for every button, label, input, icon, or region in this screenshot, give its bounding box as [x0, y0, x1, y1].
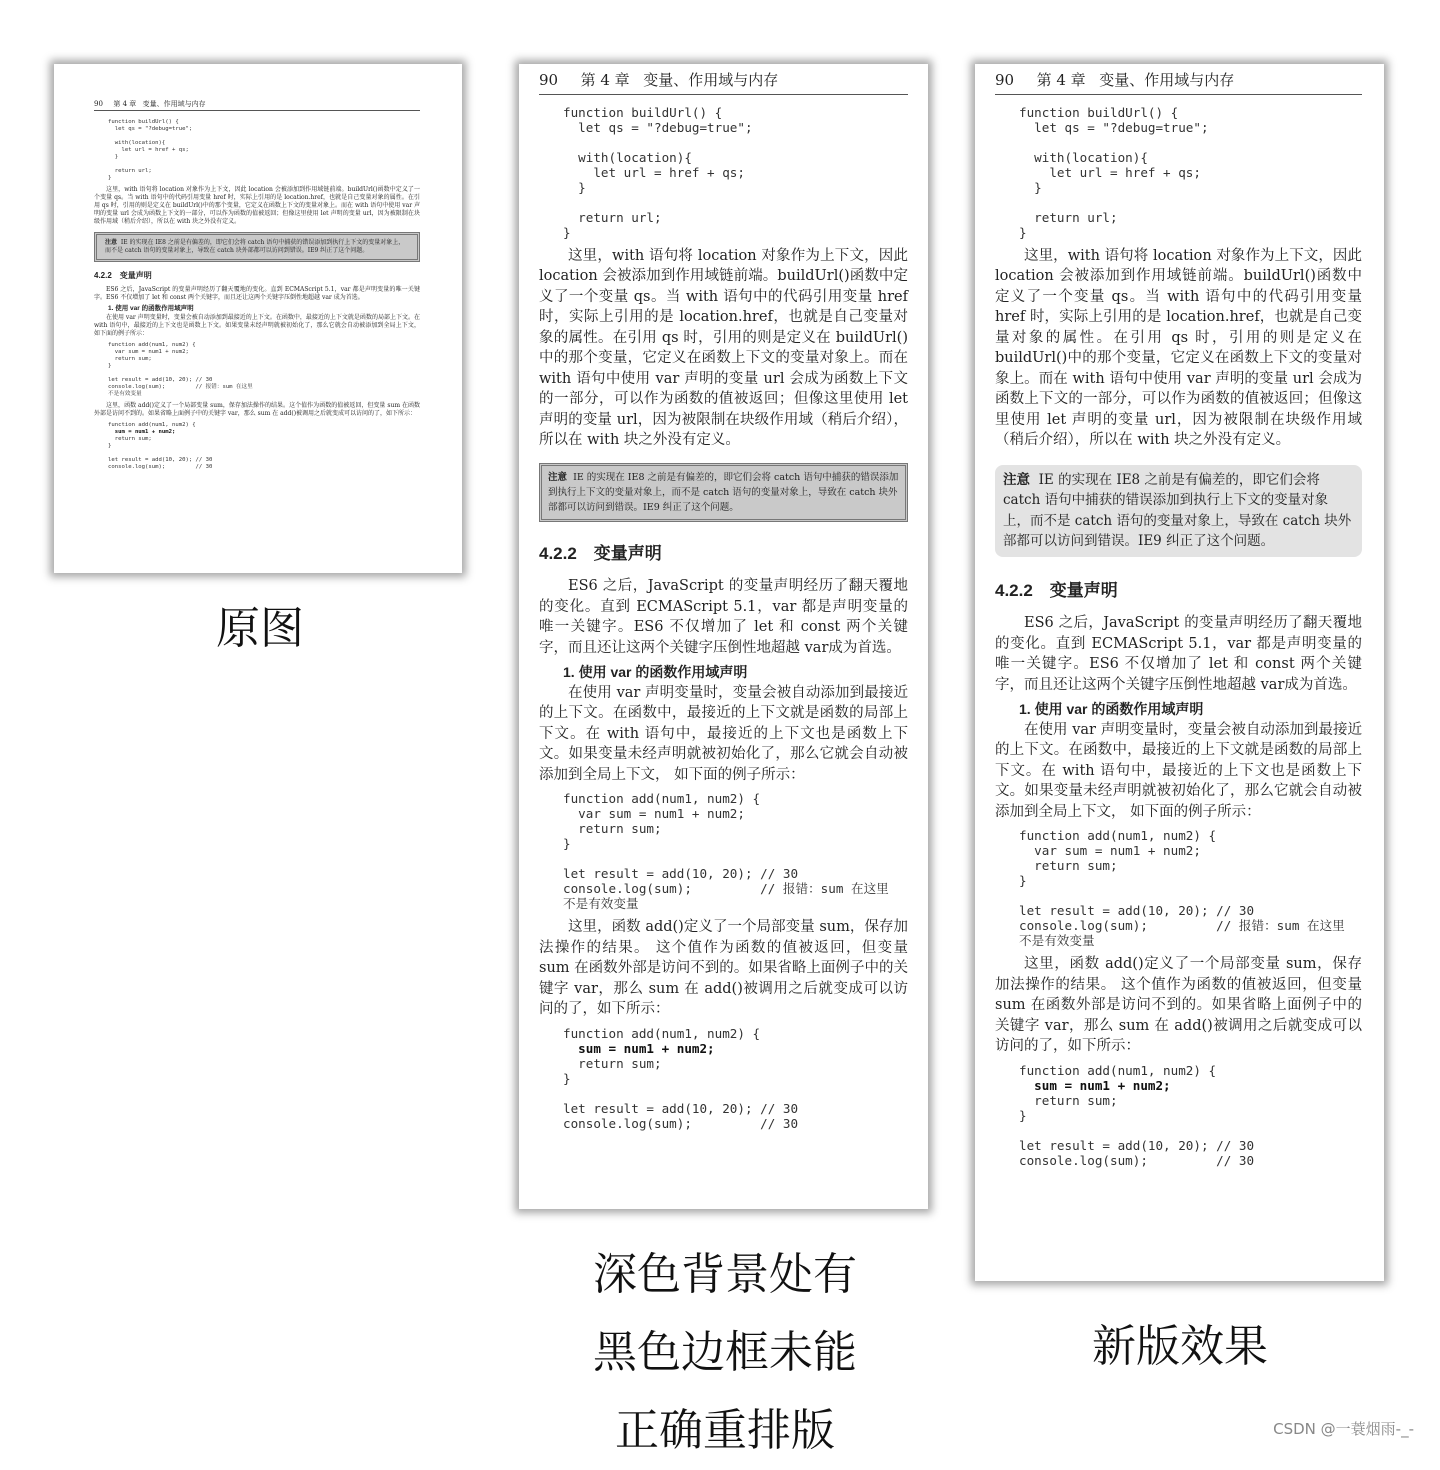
code-line-bold: sum = num1 + num2; [108, 429, 176, 435]
code-line: console.log(sum); // 报错：sum 在这里 [1019, 918, 1345, 933]
chapter-title: 变量、作用域与内存 [142, 100, 206, 108]
code-line: function add(num1, num2) { [108, 422, 196, 428]
code-line: console.log(sum); // 报错：sum 在这里 [563, 881, 889, 896]
paragraph-var-declaration: 在使用 var 声明变量时，变量会被自动添加到最接近的上下文。在函数中，最接近的上下文就是函数的局部上下文。在 with 语句中，最接近的上下文也是函数上下文。如果变量未经声明就被初始化了，那么它就会自动被添加到全局上下文， 如下面的例子所示： [539, 684, 908, 783]
code-line: return sum; } let result = add(10, 20); // 30 console.log(sum); // 30 [1019, 1092, 1255, 1168]
code-line: 不是有效变量 [108, 391, 142, 397]
code-line: function add(num1, num2) { var sum = num1 + num2; return sum; } let result = add(10, 20); // 30 [563, 791, 799, 881]
paragraph-es6-intro: ES6 之后，JavaScript 的变量声明经历了翻天覆地的变化。直到 ECMAScript 5.1，var 都是声明变量的唯一关键字。ES6 不仅增加了 let 和 const 两个关键字，而且还让这两个关键字压倒性地超越 var成为首选。 [539, 578, 908, 656]
code-line: return sum; } let result = add(10, 20); // 30 console.log(sum); // 30 [108, 436, 213, 470]
note-box [94, 232, 420, 262]
page-header [94, 100, 420, 111]
code-block-buildurl: function buildUrl() { let qs = "?debug=true"; with(location){ let url = href + qs; } return url; } [108, 119, 193, 181]
code-block-add-global [539, 1026, 908, 1131]
code-line: function add(num1, num2) { var sum = num1 + num2; return sum; } let result = add(10, 20); // 30 [108, 342, 213, 383]
note-label: 注意 [548, 471, 568, 483]
code-line: console.log(sum); // 报错：sum 在这里 [108, 384, 253, 390]
code-block-add-global [995, 1063, 1362, 1168]
paragraph-add-explanation: 这里，函数 add()定义了一个局部变量 sum，保存加法操作的结果。 这个值作为函数的值被返回，但变量 sum 在函数外部是访问不到的。如果省略上面例子中的关键字 var，那么 sum 在 add()被调用之后就变成可以访问的了，如下所示： [539, 919, 908, 1017]
note-box [995, 465, 1362, 557]
subsection-heading: 1. 使用 var 的函数作用域声明 [563, 664, 748, 680]
code-block-add-var [995, 828, 1362, 948]
note-label: 注意 [105, 239, 118, 246]
code-line: function add(num1, num2) { [563, 1025, 761, 1041]
chapter-label: 第 4 章 [113, 100, 137, 108]
section-heading: 4.2.2 变量声明 [539, 543, 662, 563]
original-page-thumbnail [54, 64, 462, 573]
code-block-add-var [539, 791, 908, 911]
caption-dark-background [560, 1236, 890, 1470]
dark-background-page [519, 64, 928, 1209]
code-line: return sum; } let result = add(10, 20); // 30 console.log(sum); // 30 [563, 1055, 799, 1131]
section-heading: 4.2.2 变量声明 [995, 580, 1118, 600]
paragraph-es6-intro: ES6 之后，JavaScript 的变量声明经历了翻天覆地的变化。直到 ECMAScript 5.1，var 都是声明变量的唯一关键字。ES6 不仅增加了 let 和 const 两个关键字，而且还让这两个关键字压倒性地超越 var成为首选。 [995, 615, 1362, 693]
page-number: 90 [94, 100, 103, 108]
paragraph-var-declaration: 在使用 var 声明变量时，变量会被自动添加到最接近的上下文。在函数中，最接近的上下文就是函数的局部上下文。在 with 语句中，最接近的上下文也是函数上下文。如果变量未经声明就被初始化了，那么它就会自动被添加到全局上下文， 如下面的例子所示： [995, 721, 1362, 820]
note-box [539, 463, 908, 522]
code-line: 不是有效变量 [563, 896, 639, 911]
paragraph-var-declaration: 在使用 var 声明变量时，变量会被自动添加到最接近的上下文。在函数中，最接近的上下文就是函数的局部上下文。在 with 语句中，最接近的上下文也是函数上下文。如果变量未经声明就被初始化了，那么它就会自动被添加到全局上下文，如下面的例子所示： [94, 314, 420, 337]
paragraph-add-explanation: 这里，函数 add()定义了一个局部变量 sum，保存加法操作的结果。这个值作为函数的值被返回，但变量 sum 在函数外部是访问不到的。如果省略上面例子中的关键字 var，那么 sum 在 add()被调用之后就变成可以访问的了，如下所示： [94, 402, 420, 417]
code-line: 不是有效变量 [1019, 933, 1095, 948]
note-label: 注意 [1003, 471, 1030, 488]
code-block-buildurl: function buildUrl() { let qs = "?debug=true"; with(location){ let url = href + qs; } return url; } [1019, 104, 1209, 240]
chapter-label: 第 4 章 [1036, 71, 1086, 89]
code-block-add-global [94, 422, 420, 471]
caption-line: 深色背景处有 [593, 1249, 857, 1300]
paragraph-with-explanation: 这里，with 语句将 location 对象作为上下文，因此 location 会被添加到作用域链前端。buildUrl()函数中定义了一个变量 qs。当 with 语句中的代码引用变量 href 时，实际上引用的是 location.href，也就是自己变量对象的属性。在引用 qs 时，引用的则是定义在 buildUrl()中的那个变量，它定义在函数上下文的变量对象上。而在 with 语句中使用 var 声明的变量 url 会成为函数上下文的一部分，可以作为函数的值被返回；但像这里使用 let 声明的变量 url，因为被限制在块级作用域（稍后介绍），所以在 with 块之外没有定义。 [94, 186, 420, 225]
caption-original: 原图 [216, 603, 304, 654]
paragraph-add-explanation: 这里，函数 add()定义了一个局部变量 sum，保存加法操作的结果。 这个值作为函数的值被返回，但变量 sum 在函数外部是访问不到的。如果省略上面例子中的关键字 var，那么 sum 在 add()被调用之后就变成可以访问的了，如下所示： [995, 956, 1362, 1054]
code-line-bold: sum = num1 + num2; [563, 1040, 715, 1056]
code-block-add-var [94, 342, 420, 398]
paragraph-with-explanation: 这里，with 语句将 location 对象作为上下文，因此 location 会被添加到作用域链前端。buildUrl()函数中定义了一个变量 qs。当 with 语句中的代码引用变量 href 时，实际上引用的是 location.href，也就是自己变量对象的属性。在引用 qs 时，引用的则是定义在 buildUrl()中的那个变量，它定义在函数上下文的变量对象上。而在 with 语句中使用 var 声明的变量 url 会成为函数上下文的一部分，可以作为函数的值被返回；但像这里使用 let 声明的变量 url，因为被限制在块级作用域（稍后介绍），所以在 with 块之外没有定义。 [995, 247, 1362, 448]
chapter-label: 第 4 章 [580, 71, 630, 89]
code-line-bold: sum = num1 + num2; [1019, 1077, 1171, 1093]
chapter-title: 变量、作用域与内存 [1099, 71, 1235, 89]
note-text: IE 的实现在 IE8 之前是有偏差的，即它们会将 catch 语句中捕获的错误添加到执行上下文的变量对象上，而不是 catch 语句的变量对象上，导致在 catch 块外部都可以访问到错误。IE9 纠正了这个问题。 [105, 239, 405, 254]
paragraph-es6-intro: ES6 之后，JavaScript 的变量声明经历了翻天覆地的变化。直到 ECMAScript 5.1，var 都是声明变量的唯一关键字。ES6 不仅增加了 let 和 const 两个关键字，而且还让这两个关键字压倒性地超越 var 成为首选。 [94, 286, 420, 301]
section-heading: 4.2.2 变量声明 [94, 271, 152, 280]
page-header [995, 70, 1362, 95]
watermark: CSDN @一蓑烟雨-_- [1273, 1420, 1414, 1438]
paragraph-with-explanation: 这里，with 语句将 location 对象作为上下文，因此 location 会被添加到作用域链前端。buildUrl()函数中定义了一个变量 qs。当 with 语句中的代码引用变量 href 时，实际上引用的是 location.href，也就是自己变量对象的属性。在引用 qs 时，引用的则是定义在 buildUrl()中的那个变量，它定义在函数上下文的变量对象上。而在 with 语句中使用 var 声明的变量 url 会成为函数上下文的一部分，可以作为函数的值被返回；但像这里使用 let 声明的变量 url，因为被限制在块级作用域（稍后介绍），所以在 with 块之外没有定义。 [539, 247, 908, 448]
page-number: 90 [995, 71, 1015, 89]
chapter-title: 变量、作用域与内存 [643, 71, 779, 89]
caption-new-version: 新版效果 [1092, 1321, 1268, 1372]
caption-line: 正确重排版 [615, 1405, 835, 1456]
code-line: function add(num1, num2) { [1019, 1062, 1217, 1078]
note-text: IE 的实现在 IE8 之前是有偏差的，即它们会将 catch 语句中捕获的错误添加到执行上下文的变量对象上，而不是 catch 语句的变量对象上，导致在 catch 块外部都可以访问到错误。IE9 纠正了这个问题。 [1003, 471, 1352, 549]
new-version-page [975, 64, 1384, 1281]
code-block-buildurl: function buildUrl() { let qs = "?debug=true"; with(location){ let url = href + qs; } return url; } [563, 104, 753, 240]
subsection-heading: 1. 使用 var 的函数作用域声明 [1019, 701, 1204, 717]
subsection-heading: 1. 使用 var 的函数作用域声明 [108, 305, 194, 312]
page-number: 90 [539, 71, 559, 89]
caption-line: 黑色边框未能 [593, 1327, 857, 1378]
note-text: IE 的实现在 IE8 之前是有偏差的，即它们会将 catch 语句中捕获的错误添加到执行上下文的变量对象上，而不是 catch 语句的变量对象上，导致在 catch 块外部都可以访问到错误。IE9 纠正了这个问题。 [548, 471, 899, 513]
page-header [539, 70, 908, 95]
code-line: function add(num1, num2) { var sum = num1 + num2; return sum; } let result = add(10, 20); // 30 [1019, 828, 1255, 918]
